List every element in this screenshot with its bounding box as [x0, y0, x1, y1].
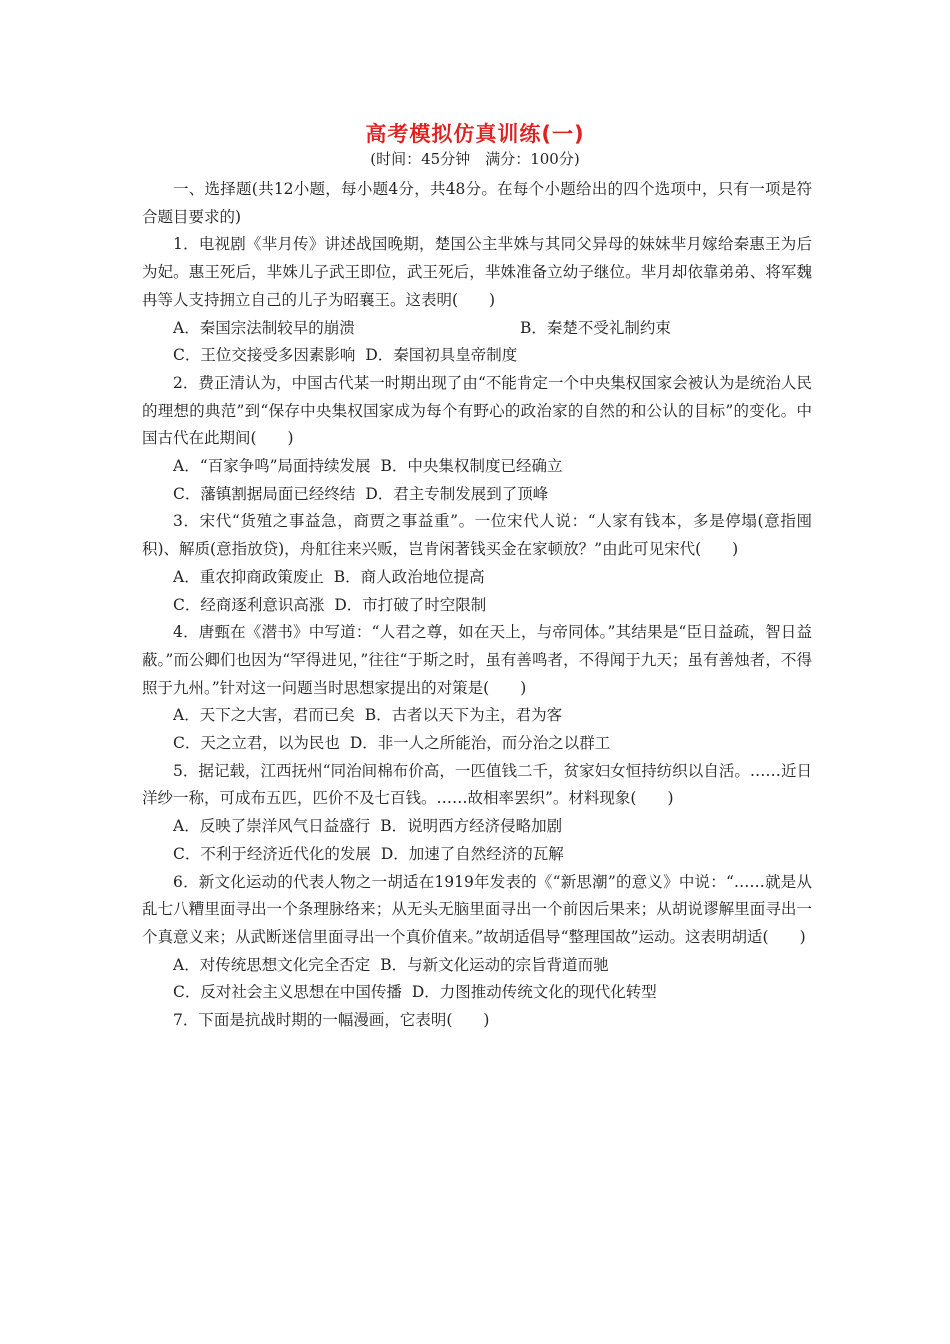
question-5-options-ab	[142, 813, 812, 841]
exam-time-score: (时间：45分钟 满分：100分)	[370, 150, 580, 168]
option-a: A．反映了崇洋风气日益盛行	[173, 817, 371, 836]
option-a: A．对传统思想文化完全否定	[173, 955, 371, 974]
question-5-options-cd	[142, 841, 812, 869]
question-3-stem: 3．宋代“货殖之事益急，商贾之事益重”。一位宋代人说：“人家有钱本，多是停塌(意指囤积)、解质(意指放贷)，舟舡往来兴贩，岂肯闲著钱买金在家顿放？”由此可见宋代( )	[142, 512, 812, 559]
option-b: B．秦楚不受礼制约束	[520, 318, 671, 337]
option-c: C．王位交接受多因素影响	[173, 346, 356, 365]
question-2-stem: 2．费正清认为，中国古代某一时期出现了由“不能肯定一个中央集权国家会被认为是统治人民的理想的典范”到“保存中央集权国家成为每个有野心的政治家的自然的和公认的目标”的变化。中国古代在此期间( )	[142, 373, 812, 448]
question-6-options-ab	[142, 952, 812, 980]
question-3-options-cd	[142, 592, 812, 620]
option-a: A．“百家争鸣”局面持续发展	[173, 457, 371, 476]
question-1-options-ab	[142, 315, 812, 343]
option-a: A．天下之大害，君而已矣	[173, 706, 355, 725]
question-6-stem: 6．新文化运动的代表人物之一胡适在1919年发表的《“新思潮”的意义》中说：“……就是从乱七八糟里面寻出一个条理脉络来；从无头无脑里面寻出一个前因后果来；从胡说谬解里面寻出一个真意义来；从武断迷信里面寻出一个真价值来。”故胡适倡导“整理国故”运动。这表明胡适( )	[142, 872, 812, 946]
option-a: A．重农抑商政策废止	[173, 567, 324, 586]
option-a: A．秦国宗法制较早的崩溃	[173, 318, 355, 337]
option-b: B．古者以天下为主，君为客	[364, 706, 563, 725]
option-b: B．说明西方经济侵略加剧	[380, 817, 563, 836]
option-b: B．与新文化运动的宗旨背道而驰	[380, 955, 609, 974]
option-c: C．天之立君，以为民也	[173, 734, 340, 753]
question-2-options-ab	[142, 453, 812, 481]
option-c: C．藩镇割据局面已经终结	[173, 484, 356, 503]
option-c: C．经商逐利意识高涨	[173, 595, 325, 614]
question-1-stem: 1．电视剧《芈月传》讲述战国晚期，楚国公主芈姝与其同父异母的妹妹芈月嫁给秦惠王为后为妃。惠王死后，芈姝儿子武王即位，武王死后，芈姝准备立幼子继位。芈月却依靠弟弟、将军魏冉等人支持拥立自己的儿子为昭襄王。这表明( )	[142, 235, 812, 309]
section-heading: 一、选择题(共12小题，每小题4分，共48分。在每个小题给出的四个选项中，只有一项是符合题目要求的)	[142, 180, 812, 226]
question-1-options-cd	[142, 342, 812, 370]
option-d: D．秦国初具皇帝制度	[365, 346, 518, 365]
option-d: D．市打破了时空限制	[334, 595, 487, 614]
option-c: C．反对社会主义思想在中国传播	[173, 983, 402, 1002]
question-4-options-ab	[142, 702, 812, 730]
exam-body	[142, 176, 812, 1035]
option-d: D．非一人之所能治，而分治之以群工	[349, 734, 611, 753]
question-7-stem: 7．下面是抗战时期的一幅漫画，它表明( )	[173, 1011, 490, 1030]
page-title: 高考模拟仿真训练(一)	[365, 122, 585, 146]
option-b: B．中央集权制度已经确立	[380, 457, 563, 476]
option-d: D．力图推动传统文化的现代化转型	[411, 983, 657, 1002]
question-4-options-cd	[142, 730, 812, 758]
question-2-options-cd	[142, 481, 812, 509]
question-6-options-cd	[142, 979, 812, 1007]
option-c: C．不利于经济近代化的发展	[173, 844, 371, 863]
question-4-stem: 4．唐甄在《潜书》中写道：“人君之尊，如在天上，与帝同体。”其结果是“臣日益疏，智日益蔽。”而公卿们也因为“罕得进见，”往往“于斯之时，虽有善鸣者，不得闻于九天；虽有善烛者，不得照于九州。”针对这一问题当时思想家提出的对策是( )	[142, 623, 812, 697]
question-5-stem: 5．据记载，江西抚州“同治间棉布价高，一匹值钱二千，贫家妇女恒持纺织以自活。……近日洋纱一称，可成布五匹，匹价不及七百钱。……故相率罢织”。材料现象( )	[142, 761, 812, 808]
option-d: D．加速了自然经济的瓦解	[380, 844, 564, 863]
question-3-options-ab	[142, 564, 812, 592]
option-d: D．君主专制发展到了顶峰	[365, 484, 549, 503]
option-b: B．商人政治地位提高	[333, 567, 485, 586]
